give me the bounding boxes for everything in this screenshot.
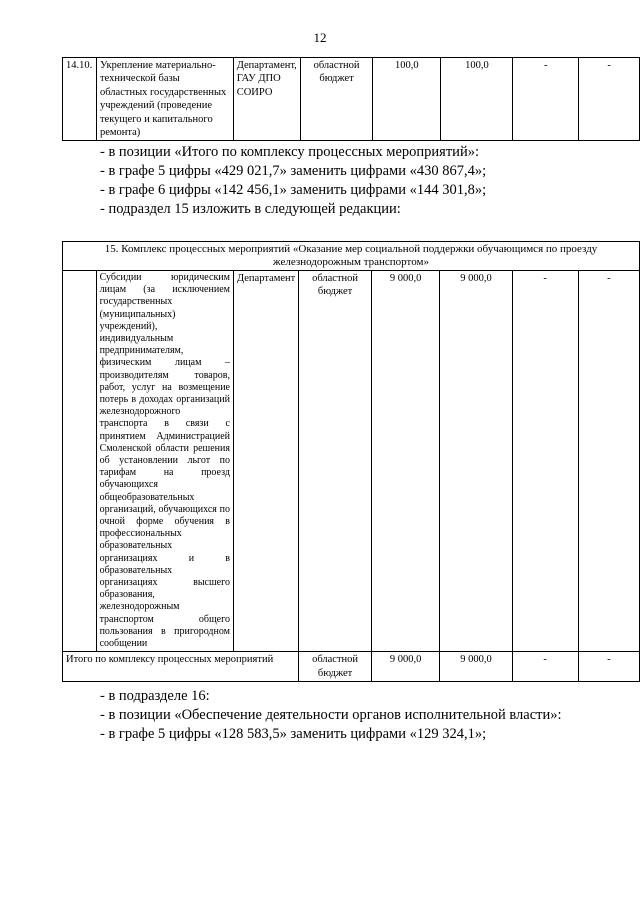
amend-line-2: - в графе 5 цифры «429 021,7» заменить цифрами «430 867,4»; bbox=[100, 163, 487, 179]
amend-line-7: - в графе 5 цифры «128 583,5» заменить цифрами «129 324,1»; bbox=[100, 726, 487, 742]
value-year-3: - bbox=[578, 271, 639, 652]
value-year-1: 9 000,0 bbox=[440, 271, 512, 652]
value-total: 100,0 bbox=[373, 58, 441, 141]
value-year-1: 100,0 bbox=[441, 58, 513, 141]
value-year-3: - bbox=[579, 58, 640, 141]
executor: Департамент bbox=[233, 271, 298, 652]
value-year-1: 9 000,0 bbox=[440, 652, 512, 682]
amend-line-4: - подраздел 15 изложить в следующей редакции: bbox=[100, 201, 401, 217]
table-item-14-10 bbox=[62, 57, 640, 141]
value-year-2: - bbox=[512, 271, 578, 652]
funding-source: областной бюджет bbox=[299, 652, 372, 682]
value-total: 9 000,0 bbox=[371, 652, 439, 682]
table-row bbox=[63, 271, 640, 652]
executor: Департамент, ГАУ ДПО СОИРО bbox=[233, 58, 300, 141]
amend-line-1: - в позиции «Итого по комплексу процессных мероприятий»: bbox=[100, 144, 479, 160]
section-header-row bbox=[63, 242, 640, 271]
measure-name: Субсидии юридическим лицам (за исключением государственных (муниципальных) учреждений), индивидуальным предпринимателям, физическим лицам – производителям товаров, работ, услуг на возмещение потерь в доходах организаций железнодорожного транспорта в связи с принятием Администрацией Смоленской области решения об установлении льгот по тарифам на проезд обучающихся общеобразовательных организаций, обучающихся по очной форме обучения в профессиональных образовательных организациях и в образовательных организациях высшего образования, железнодорожным транспортом общего пользования в пригородном сообщении bbox=[96, 271, 233, 652]
table-row bbox=[63, 58, 640, 141]
total-row bbox=[63, 652, 640, 682]
funding-source: областной бюджет bbox=[299, 271, 372, 652]
table-section-15 bbox=[62, 241, 640, 682]
total-label: Итого по комплексу процессных мероприятий bbox=[63, 652, 299, 682]
amend-line-6: - в позиции «Обеспечение деятельности органов исполнительной власти»: bbox=[100, 707, 562, 723]
amend-line-3: - в графе 6 цифры «142 456,1» заменить цифрами «144 301,8»; bbox=[100, 182, 487, 198]
amend-line-5: - в подразделе 16: bbox=[100, 688, 210, 704]
value-year-2: - bbox=[513, 58, 579, 141]
row-number: 14.10. bbox=[63, 58, 97, 141]
page-number: 12 bbox=[313, 30, 327, 45]
section-header: 15. Комплекс процессных мероприятий «Оказание мер социальной поддержки обучающимся по проезду железнодорожным транспортом» bbox=[63, 242, 640, 271]
measure-name: Укрепление материально-технической базы областных государственных учреждений (проведение текущего и капитального ремонта) bbox=[96, 58, 233, 141]
value-year-2: - bbox=[512, 652, 578, 682]
value-year-3: - bbox=[578, 652, 639, 682]
row-number bbox=[63, 271, 97, 652]
value-total: 9 000,0 bbox=[371, 271, 439, 652]
funding-source: областной бюджет bbox=[300, 58, 373, 141]
